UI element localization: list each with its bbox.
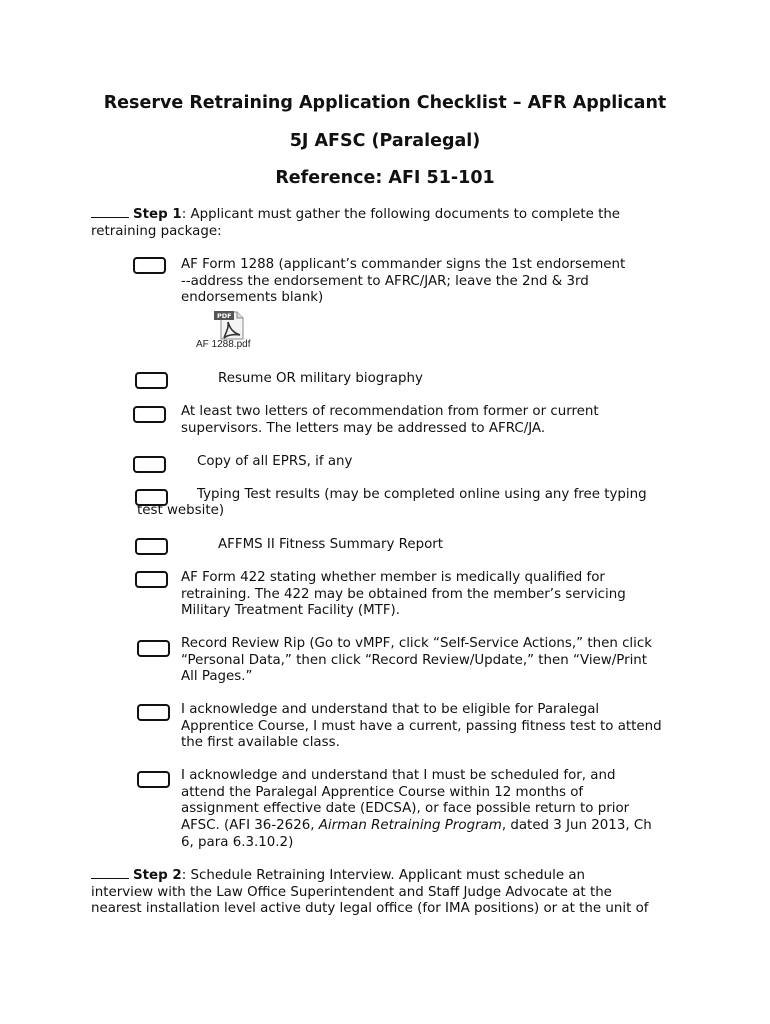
step2-text-a: : Schedule Retraining Interview. Applicant must schedule an: [181, 868, 586, 883]
item-course-ack: [181, 768, 681, 852]
checkbox-af-form-422[interactable]: [135, 571, 168, 588]
checkbox-course-ack[interactable]: [137, 771, 170, 788]
pdf-file-icon[interactable]: [213, 310, 245, 340]
item-typing-test: [197, 487, 677, 504]
item-record-review: [181, 636, 681, 686]
step2-text-c: nearest installation level active duty legal office (for IMA positions) or at the unit of: [91, 901, 649, 917]
item-line: [181, 818, 681, 835]
item-line: Copy of all EPRS, if any: [197, 454, 353, 469]
item-line: endorsements blank): [181, 290, 324, 306]
item-line: assignment effective date (EDCSA), or face possible return to prior: [181, 801, 630, 817]
item-line: I acknowledge and understand that to be eligible for Paralegal: [181, 702, 600, 717]
item-letters: [181, 404, 681, 437]
item-line: At least two letters of recommendation from former or current: [181, 404, 599, 419]
item-af-form-1288: [181, 257, 681, 307]
page-subtitle: 5J AFSC (Paralegal): [289, 131, 481, 151]
step1-paragraph: [91, 206, 691, 240]
item-line: Military Treatment Facility (MTF).: [181, 603, 401, 619]
item-line-post: , dated 3 Jun 2013, Ch: [501, 818, 652, 834]
item-line: All Pages.”: [181, 669, 253, 685]
item-line: AFFMS II Fitness Summary Report: [218, 537, 444, 552]
item-line-italic: Airman Retraining Program: [318, 818, 502, 834]
item-line: Apprentice Course, I must have a current, passing fitness test to attend: [181, 718, 662, 734]
item-line: AF Form 1288 (applicant’s commander signs the 1st endorsement: [181, 257, 626, 272]
step1-text-b: retraining package:: [91, 224, 222, 239]
item-line: attend the Paralegal Apprentice Course within 12 months of: [181, 784, 584, 800]
item-line: the first available class.: [181, 735, 340, 751]
checkbox-affms[interactable]: [135, 538, 168, 555]
checkbox-eprs[interactable]: [133, 456, 166, 473]
step1-label: Step 1: [133, 207, 182, 222]
item-line: I acknowledge and understand that I must be scheduled for, and: [181, 768, 616, 783]
item-line: supervisors. The letters may be addressed to AFRC/JA.: [181, 420, 546, 436]
pdf-filename[interactable]: AF 1288.pdf: [196, 339, 251, 350]
checkbox-letters[interactable]: [133, 406, 166, 423]
item-line: “Personal Data,” then click “Record Review/Update,” then “View/Print: [181, 652, 648, 668]
item-line: AF Form 422 stating whether member is medically qualified for: [181, 570, 605, 585]
checkbox-resume[interactable]: [135, 372, 168, 389]
checkbox-af-form-1288[interactable]: [133, 257, 166, 274]
checkbox-fitness-ack[interactable]: [137, 704, 170, 721]
item-line: Typing Test results (may be completed online using any free typing: [197, 487, 647, 502]
pdf-badge-text: PDF: [217, 312, 232, 321]
checkbox-record-review[interactable]: [137, 640, 170, 657]
step2-paragraph: [91, 868, 711, 918]
step1-blank: [91, 207, 129, 218]
step2-blank: [91, 868, 129, 879]
item-line-pre: AFSC. (AFI 36-2626,: [181, 818, 319, 834]
item-eprs: [197, 454, 697, 471]
item-line: retraining. The 422 may be obtained from the member’s servicing: [181, 586, 626, 602]
item-af-form-422: [181, 570, 681, 620]
reference-line: Reference: AFI 51-101: [275, 168, 495, 188]
step1-text-a: : Applicant must gather the following documents to complete the: [181, 207, 621, 222]
item-fitness-ack: [181, 702, 681, 752]
item-line: Record Review Rip (Go to vMPF, click “Self-Service Actions,” then click: [181, 636, 652, 651]
item-affms: [218, 537, 718, 554]
item-typing-test-cont: [137, 503, 637, 520]
item-resume: [218, 371, 718, 388]
step2-label: Step 2: [133, 868, 182, 883]
item-line: Resume OR military biography: [218, 371, 423, 386]
step2-text-b: interview with the Law Office Superintendent and Staff Judge Advocate at the: [91, 884, 612, 900]
item-line: test website): [137, 503, 225, 518]
item-line: --address the endorsement to AFRC/JAR; leave the 2nd & 3rd: [181, 273, 589, 289]
page-title: Reserve Retraining Application Checklist – AFR Applicant: [103, 93, 667, 113]
item-line: 6, para 6.3.10.2): [181, 834, 294, 850]
